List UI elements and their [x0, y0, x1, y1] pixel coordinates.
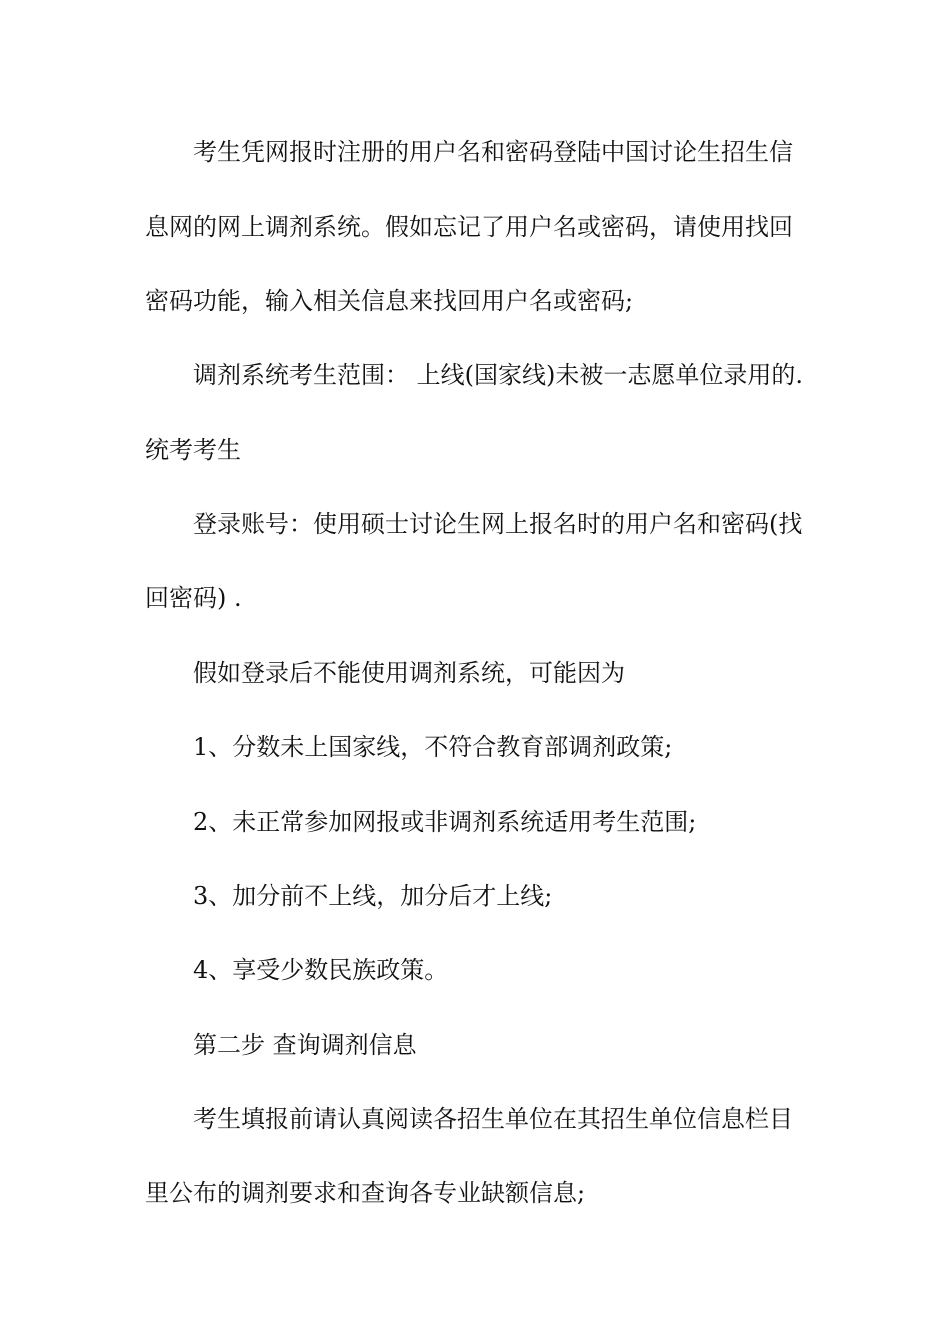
- paragraph-line: 统考考生: [145, 436, 241, 464]
- section-heading: 第二步 查询调剂信息: [193, 1031, 417, 1059]
- paragraph-line: 假如登录后不能使用调剂系统，可能因为: [193, 659, 625, 687]
- paragraph-line: 考生凭网报时注册的用户名和密码登陆中国讨论生招生信: [193, 138, 793, 166]
- list-item: 1、分数未上国家线，不符合教育部调剂政策;: [193, 733, 673, 761]
- paragraph-line: 回密码) .: [145, 584, 242, 612]
- paragraph-line: 调剂系统考生范围： 上线(国家线)未被一志愿单位录用的.: [193, 361, 803, 389]
- paragraph-line: 里公布的调剂要求和查询各专业缺额信息;: [145, 1179, 586, 1207]
- list-item: 4、享受少数民族政策。: [193, 956, 449, 984]
- list-item: 2、未正常参加网报或非调剂系统适用考生范围;: [193, 808, 697, 836]
- list-item: 3、加分前不上线，加分后才上线;: [193, 882, 553, 910]
- paragraph-line: 密码功能，输入相关信息来找回用户名或密码;: [145, 287, 634, 315]
- paragraph-line: 考生填报前请认真阅读各招生单位在其招生单位信息栏目: [193, 1105, 793, 1133]
- paragraph-line: 登录账号：使用硕士讨论生网上报名时的用户名和密码(找: [193, 510, 803, 538]
- paragraph-line: 息网的网上调剂系统。假如忘记了用户名或密码，请使用找回: [145, 213, 793, 241]
